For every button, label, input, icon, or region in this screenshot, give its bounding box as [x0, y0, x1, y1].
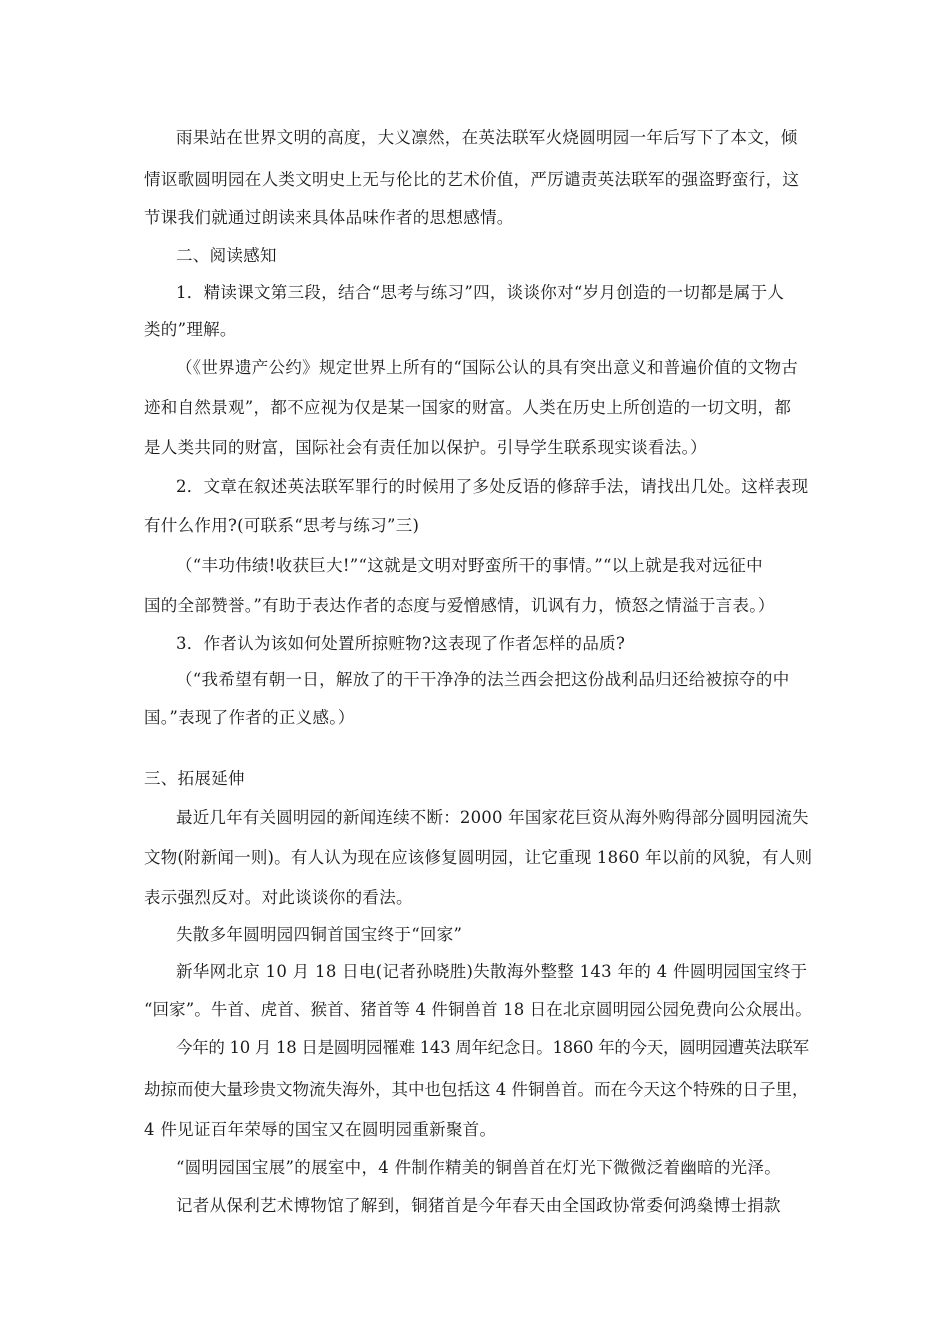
section-heading: 二、阅读感知: [176, 246, 277, 265]
news-line: “圆明园国宝展”的展室中，4 件制作精美的铜兽首在灯光下微微泛着幽暗的光泽。: [176, 1158, 782, 1177]
section-heading: 三、拓展延伸: [144, 769, 245, 788]
paragraph-line: 表示强烈反对。对此谈谈你的看法。: [144, 888, 413, 907]
news-line: “回家”。牛首、虎首、猴首、猪首等 4 件铜兽首 18 日在北京圆明园公园免费向公众展出。: [144, 1000, 812, 1019]
question-line: 类的”理解。: [144, 320, 237, 339]
paragraph-line: 文物(附新闻一则)。有人认为现在应该修复圆明园，让它重现 1860 年以前的风貌，有人则: [144, 848, 813, 867]
answer-line: 国。”表现了作者的正义感。）: [144, 708, 355, 727]
question-line: 3．作者认为该如何处置所掠赃物?这表现了作者怎样的品质?: [176, 634, 626, 653]
question-line: 1．精读课文第三段，结合“思考与练习”四，谈谈你对“岁月创造的一切都是属于人: [176, 283, 785, 302]
news-title: 失散多年圆明园四铜首国宝终于“回家”: [176, 925, 463, 944]
news-line: 劫掠而使大量珍贵文物流失海外，其中也包括这 4 件铜兽首。而在今天这个特殊的日子里，: [144, 1080, 809, 1099]
answer-line: 是人类共同的财富，国际社会有责任加以保护。引导学生联系现实谈看法。）: [144, 438, 707, 457]
news-line: 4 件见证百年荣辱的国宝又在圆明园重新聚首。: [144, 1120, 497, 1139]
question-line: 2．文章在叙述英法联军罪行的时候用了多处反语的修辞手法，请找出几处。这样表现: [176, 477, 809, 496]
news-line: 新华网北京 10 月 18 日电(记者孙晓胜)失散海外整整 143 年的 4 件圆明园国宝终于: [176, 962, 808, 981]
question-line: 有什么作用?(可联系“思考与练习”三): [144, 516, 420, 535]
paragraph-line: 最近几年有关圆明园的新闻连续不断：2000 年国家花巨资从海外购得部分圆明园流失: [176, 808, 809, 827]
paragraph-line: 雨果站在世界文明的高度，大义凛然，在英法联军火烧圆明园一年后写下了本文，倾: [176, 128, 798, 147]
answer-line: 迹和自然景观”，都不应视为仅是某一国家的财富。人类在历史上所创造的一切文明，都: [144, 398, 792, 417]
answer-line: （“我希望有朝一日，解放了的干干净净的法兰西会把这份战利品归还给被掠夺的中: [176, 670, 790, 689]
answer-line: （《世界遗产公约》规定世界上所有的“国际公认的具有突出意义和普遍价值的文物古: [176, 358, 799, 377]
news-line: 今年的 10 月 18 日是圆明园罹难 143 周年纪念日。1860 年的今天，圆明园遭英法联军: [176, 1038, 809, 1057]
answer-line: （“丰功伟绩!收获巨大!”“这就是文明对野蛮所干的事情。”“以上就是我对远征中: [176, 556, 763, 575]
news-line: 记者从保利艺术博物馆了解到，铜猪首是今年春天由全国政协常委何鸿燊博士捐款: [176, 1196, 781, 1215]
answer-line: 国的全部赞誉。”有助于表达作者的态度与爱憎感情，讥讽有力，愤怒之情溢于言表。）: [144, 596, 775, 615]
paragraph-line: 节课我们就通过朗读来具体品味作者的思想感情。: [144, 208, 514, 227]
paragraph-line: 情讴歌圆明园在人类文明史上无与伦比的艺术价值，严厉谴责英法联军的强盗野蛮行，这: [144, 170, 800, 189]
